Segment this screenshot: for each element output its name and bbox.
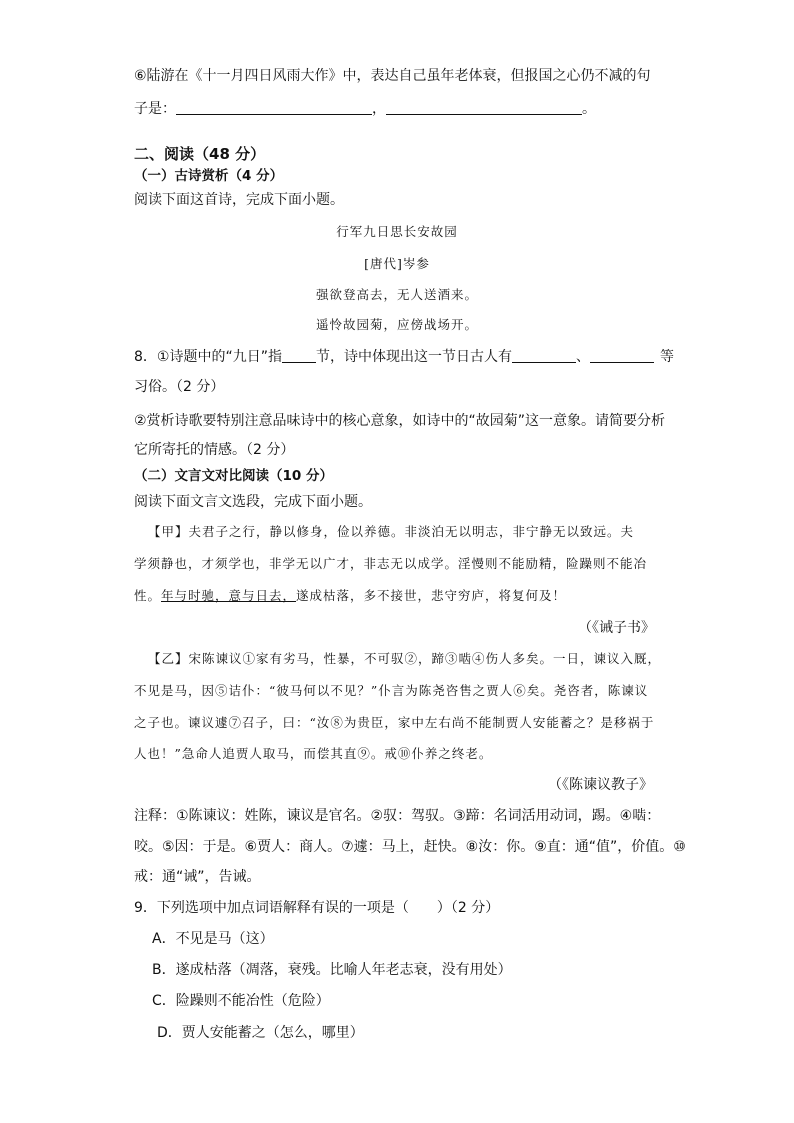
section-2-intro2: 阅读下面文言文选段，完成下面小题。 [134, 494, 372, 510]
poem-title: 行军九日思长安故园 [336, 224, 458, 239]
q8-text-a: 8．①诗题中的“九日”指 [134, 349, 282, 365]
q6-comma: ， [372, 101, 386, 117]
section-2-sub1: （一）古诗赏析（4 分） [134, 168, 284, 184]
q8-blank-2[interactable] [512, 348, 576, 363]
section-2-intro1: 阅读下面这首诗，完成下面小题。 [134, 192, 344, 208]
q8-part2-line2: 它所寄托的情感。（2 分） [134, 442, 295, 458]
jia-line-1: 【甲】夫君子之行，静以修身，俭以养德。非淡泊无以明志，非宁静无以致远。夫 [148, 524, 635, 539]
q8-text-d: 等 [659, 349, 674, 365]
q8-part2-line1: ②赏析诗歌要特别注意品味诗中的核心意象，如诗中的“故园菊”这一意象。请简要分析 [134, 413, 666, 429]
q8-blank-3[interactable] [590, 348, 654, 363]
jia-line-2: 学须静也，才须学也，非学无以广才，非志无以成学。淫慢则不能励精，险躁则不能冶 [134, 556, 648, 571]
q8-blank-1[interactable] [282, 348, 316, 363]
q8-part1-line2: 习俗。（2 分） [134, 379, 225, 395]
q8-text-c: 、 [575, 349, 590, 365]
yi-line-1: 【乙】宋陈谏议①家有劣马，性暴，不可驭②，蹄③啮④伤人多矣。一日，谏议入厩， [148, 651, 662, 666]
yi-line-3: 之子也。谏议遽⑦召子，曰：“汝⑧为贵臣，家中左右尚不能制贾人安能蓄之？是移祸于 [134, 715, 655, 730]
yi-source: （《陈谏议教子》 [548, 777, 653, 793]
jia-source: （《诫子书》 [578, 620, 655, 636]
jia-underlined-phrase: 年与时驰，意与日去， [161, 588, 297, 603]
q9-option-d[interactable]: D．贾人安能蓄之（怎么，哪里） [157, 1025, 364, 1041]
q6-blank-1[interactable] [176, 100, 372, 115]
notes-line-2: 咬。⑤因：于是。⑥贾人：商人。⑦遽：马上，赶快。⑧汝：你。⑨直：通“值”，价值。⑩ [134, 839, 686, 855]
jia-line-3-start: 性。 [134, 588, 162, 603]
q8-text-b: 节，诗中体现出这一节日古人有 [315, 349, 512, 365]
q6-line1: ⑥陆游在《十一月四日风雨大作》中，表达自己虽年老体衰，但报国之心仍不减的句 [134, 68, 651, 84]
q9-option-c[interactable]: C．险躁则不能冶性（危险） [152, 993, 330, 1009]
yi-line-2: 不见是马，因⑤诘仆：“彼马何以不见？”仆言为陈尧咨售之贾人⑥矣。尧咨者，陈谏议 [134, 683, 649, 698]
jia-line-3-rest: 遂成枯落，多不接世，悲守穷庐，将复何及！ [296, 588, 567, 603]
notes-line-3: 戒：通“诫”，告诫。 [134, 869, 261, 885]
section-2-heading: 二、阅读（48 分） [134, 145, 266, 163]
q8-part1-line1 [134, 347, 674, 367]
q6-end: 。 [582, 101, 596, 117]
poem-line-2: 遥怜故园菊，应傍战场开。 [315, 317, 478, 332]
poem-author: [唐代]岑参 [364, 256, 430, 271]
q6-prefix: 子是： [134, 101, 176, 117]
q6-blank-2[interactable] [386, 100, 582, 115]
notes-line-1: 注释：①陈谏议：姓陈，谏议是官名。②驭：驾驭。③蹄：名词活用动词，踢。④啮： [134, 808, 661, 824]
section-2-sub2: （二）文言文对比阅读（10 分） [134, 468, 333, 484]
poem-line-1: 强欲登高去，无人送酒来。 [315, 287, 478, 302]
q9-stem: 9．下列选项中加点词语解释有误的一项是（ ）（2 分） [134, 900, 500, 916]
q9-option-a[interactable]: A．不见是马（这） [152, 931, 274, 947]
q6-line2 [134, 99, 596, 119]
q9-option-b[interactable]: B．遂成枯落（凋落，衰残。比喻人年老志衰，没有用处） [152, 962, 512, 978]
yi-line-4: 人也！”急命人追贾人取马，而偿其直⑨。戒⑩仆养之终老。 [134, 746, 493, 761]
jia-line-3 [134, 586, 566, 606]
